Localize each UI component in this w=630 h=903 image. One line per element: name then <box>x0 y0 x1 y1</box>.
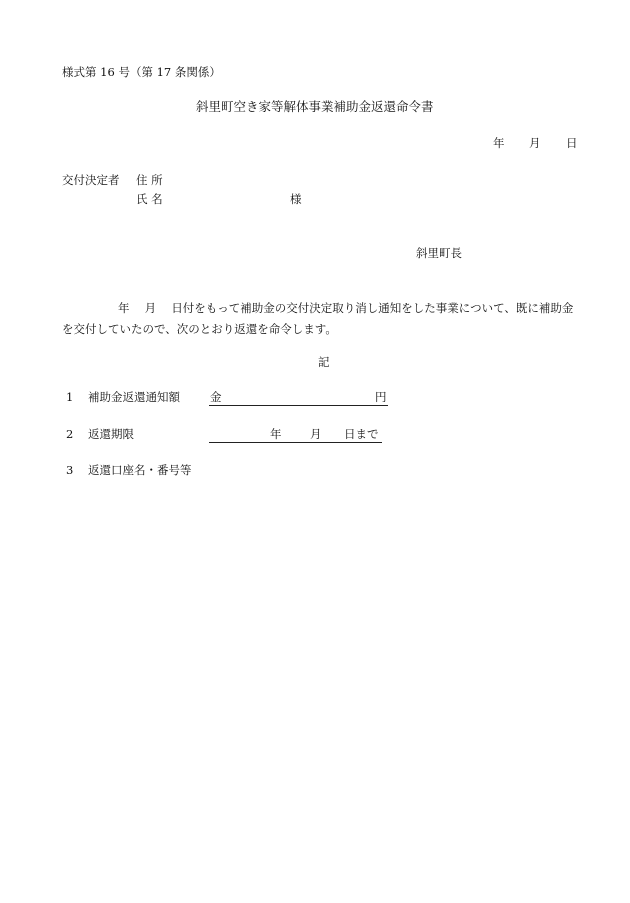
address-label: 住 所 <box>136 173 163 187</box>
deadline-underline <box>209 442 382 443</box>
amount-prefix: 金 <box>210 390 222 404</box>
amount-underline <box>209 405 388 406</box>
honorific: 様 <box>290 192 302 206</box>
date-day: 日 <box>566 136 578 150</box>
item-number: 1 <box>66 390 74 404</box>
body-year: 年 <box>118 301 130 315</box>
item-label: 補助金返還通知額 <box>88 390 180 404</box>
recipient-label: 交付決定者 <box>62 173 120 187</box>
body-paragraph <box>62 298 582 340</box>
note-label: 記 <box>318 355 330 369</box>
deadline-month: 月 <box>310 427 322 441</box>
item-number: 3 <box>66 463 74 477</box>
date-year: 年 <box>493 136 505 150</box>
name-label: 氏 名 <box>136 192 163 206</box>
issuer-name: 斜里町長 <box>416 246 462 260</box>
item-number: 2 <box>66 427 74 441</box>
deadline-day: 日まで <box>344 427 379 441</box>
form-number: 様式第 16 号（第 17 条関係） <box>62 65 221 79</box>
item-label: 返還期限 <box>88 427 134 441</box>
document-title: 斜里町空き家等解体事業補助金返還命令書 <box>196 99 434 114</box>
amount-suffix: 円 <box>375 390 387 404</box>
body-month: 月 <box>144 301 157 315</box>
item-label: 返還口座名・番号等 <box>88 463 192 477</box>
deadline-year: 年 <box>270 427 282 441</box>
date-month: 月 <box>529 136 541 150</box>
body-text: 日付をもって補助金の交付決定取り消し通知をした事業について、既に補助金を交付していたので、次のとおり返還を命令します。 <box>62 301 574 336</box>
